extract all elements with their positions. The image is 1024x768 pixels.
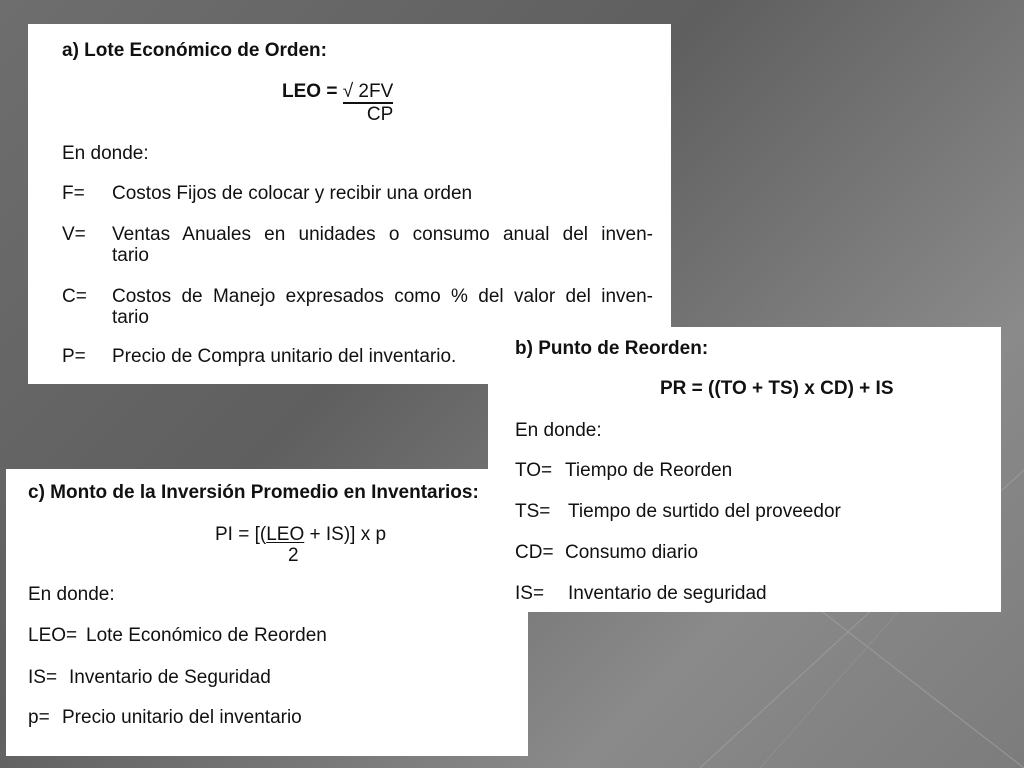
def-desc: Costos Fijos de colocar y recibir una orden [112, 183, 473, 204]
def-term: C= [62, 286, 87, 307]
card-c-title: c) Monto de la Inversión Promedio en Inventarios: [28, 482, 479, 503]
leo-formula-numerator: √ 2FV [342, 81, 394, 102]
card-c-en-donde: En donde: [28, 584, 115, 605]
pi-formula-rest: + IS)] x p [304, 524, 387, 545]
pi-formula [215, 524, 386, 545]
def-desc: Costos de Manejo expresados como % del valor del inven- [112, 286, 653, 307]
def-desc: Ventas Anuales en unidades o consumo anual del inven- [112, 224, 653, 245]
card-punto-reorden [488, 327, 1001, 612]
pi-formula-leo: LEO [266, 524, 305, 545]
def-desc: Precio de Compra unitario del inventario. [112, 346, 457, 367]
def-desc: Tiempo de Reorden [565, 460, 733, 481]
def-term: V= [62, 224, 86, 245]
def-term: IS= [28, 667, 58, 688]
leo-formula [282, 81, 393, 125]
def-term: TO= [515, 460, 553, 481]
card-a-title: a) Lote Económico de Orden: [62, 40, 327, 61]
leo-formula-denominator: CP [366, 104, 394, 125]
def-desc: Tiempo de surtido del proveedor [568, 501, 841, 522]
def-desc: Inventario de seguridad [568, 583, 767, 604]
leo-formula-lhs: LEO = [282, 81, 338, 102]
def-term: CD= [515, 542, 554, 563]
pi-formula-denominator: 2 [288, 545, 299, 566]
def-term: F= [62, 183, 85, 204]
def-desc: Precio unitario del inventario [62, 707, 302, 728]
def-term: p= [28, 707, 50, 728]
def-desc: Consumo diario [565, 542, 699, 563]
def-desc-cont: tario [112, 245, 149, 266]
card-inversion-promedio [6, 469, 528, 756]
card-a-en-donde: En donde: [62, 143, 149, 164]
def-term: P= [62, 346, 86, 367]
def-term: IS= [515, 583, 545, 604]
def-desc-cont: tario [112, 307, 149, 328]
def-desc: Lote Económico de Reorden [86, 625, 327, 646]
def-desc: Inventario de Seguridad [69, 667, 271, 688]
card-b-en-donde: En donde: [515, 420, 602, 441]
pr-formula: PR = ((TO + TS) x CD) + IS [660, 378, 894, 399]
def-term: LEO= [28, 625, 78, 646]
card-b-title: b) Punto de Reorden: [515, 338, 709, 359]
def-term: TS= [515, 501, 551, 522]
pi-formula-lhs: PI = [( [215, 524, 267, 545]
